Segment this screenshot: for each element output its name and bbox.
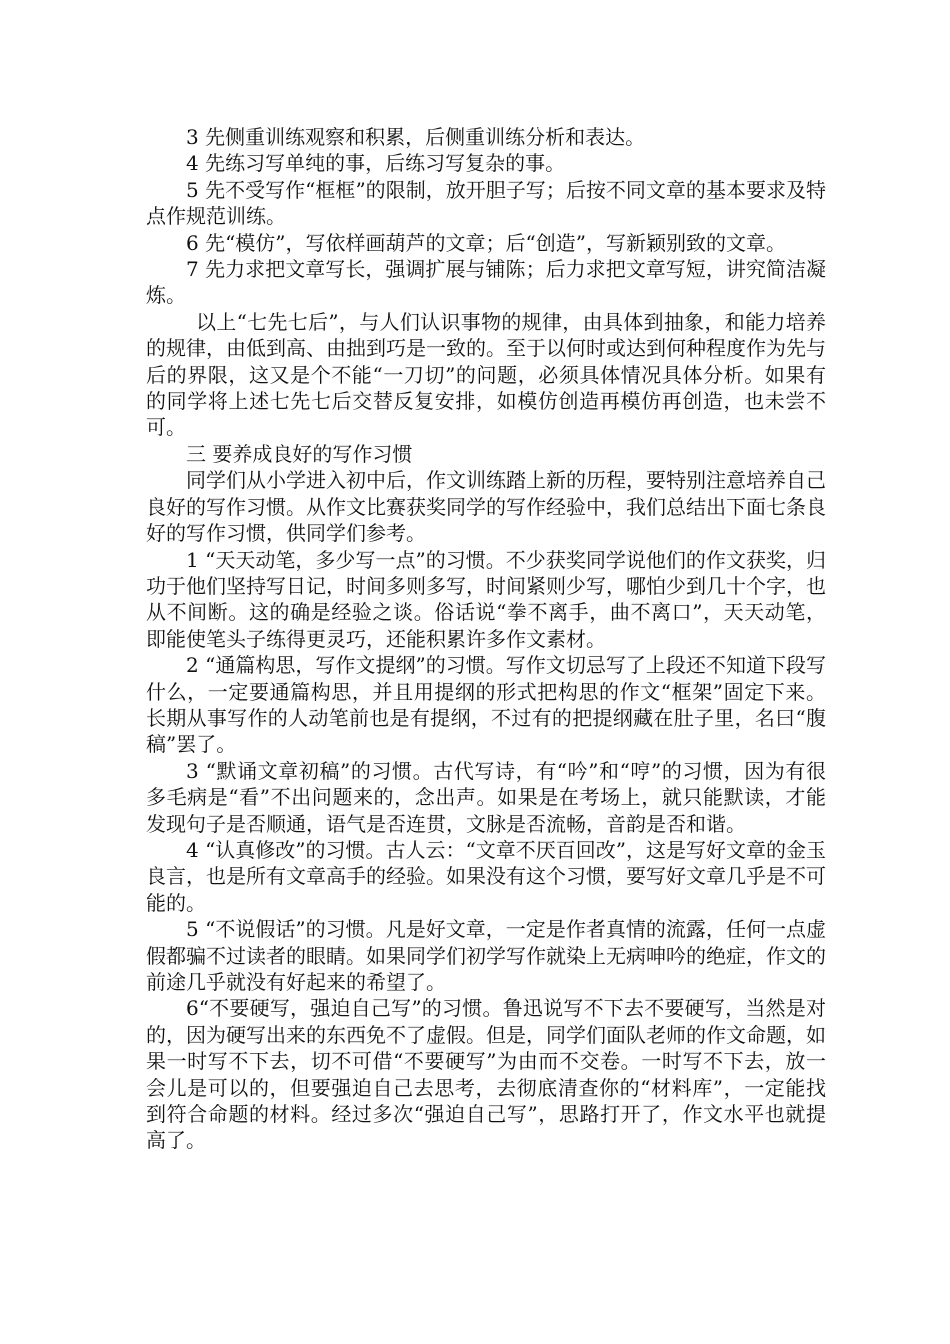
paragraph-item-3: 3 先侧重训练观察和积累，后侧重训练分析和表达。 [186, 125, 646, 149]
habit-item-2: 2 “通篇构思，写作文提纲”的习惯。写作文切忌写了上段还不知道下段写什么，一定要通篇构思，并且用提纲的形式把构思的作文“框架”固定下来。长期从事写作的人动笔前也是有提纲，不过有的把提纲藏在肚子里，名曰“腹稿”罢了。 [146, 653, 826, 757]
habit-item-6: 6“不要硬写，强迫自己写”的习惯。鲁迅说写不下去不要硬写，当然是对的，因为硬写出来的东西免不了虚假。但是，同学们面队老师的作文命题，如果一时写不下去，切不可借“不要硬写”为由而不交卷。一时写不下去，放一会儿是可以的，但要强迫自己去思考，去彻底清查你的“材料库”，一定能找到符合命题的材料。经过多次“强迫自己写”，思路打开了，作文水平也就提高了。 [146, 996, 826, 1153]
paragraph-item-7: 7 先力求把文章写长，强调扩展与铺陈；后力求把文章写短，讲究简洁凝炼。 [146, 257, 826, 308]
habit-item-5: 5 “不说假话”的习惯。凡是好文章，一定是作者真情的流露，任何一点虚假都骗不过读者的眼睛。如果同学们初学写作就染上无病呻吟的绝症，作文的前途几乎就没有好起来的希望了。 [146, 917, 826, 994]
paragraph-item-4: 4 先练习写单纯的事，后练习写复杂的事。 [186, 151, 566, 176]
habit-item-4: 4 “认真修改”的习惯。古人云：“文章不厌百回改”，这是写好文章的金玉良言，也是所有文章高手的经验。如果没有这个习惯，要写好文章几乎是不可能的。 [146, 837, 826, 915]
habit-item-3: 3 “默诵文章初稿”的习惯。古代写诗，有“吟”和“哼”的习惯，因为有很多毛病是“看”不出问题来的，念出声。如果是在考场上，就只能默读，才能发现句子是否顺通，语气是否连贯，文脉是否流畅，音韵是否和谐。 [146, 758, 826, 836]
document-body [146, 124, 826, 1154]
paragraph-intro: 同学们从小学进入初中后，作文训练踏上新的历程，要特别注意培养自己良好的写作习惯。从作文比赛获奖同学的写作经验中，我们总结出下面七条良好的写作习惯，供同学们参考。 [146, 468, 826, 546]
paragraph-item-5: 5 先不受写作“框框”的限制，放开胆子写；后按不同文章的基本要求及特点作规范训练。 [146, 177, 826, 229]
paragraph-summary: 以上“七先七后”，与人们认识事物的规律，由具体到抽象，和能力培养的规律，由低到高、由拙到巧是一致的。至于以何时或达到何种程度作为先与后的界限，这又是个不能“一刀切”的问题，必须具体情况具体分析。如果有的同学将上述七先七后交替反复安排，如模仿创造再模仿再创造，也未尝不可。 [146, 309, 826, 440]
habit-item-1: 1 “天天动笔，多少写一点”的习惯。不少获奖同学说他们的作文获奖，归功于他们坚持写日记，时间多则多写，时间紧则少写，哪怕少到几十个字，也从不间断。这的确是经验之谈。俗话说“拳不离手，曲不离口”，天天动笔，即能使笔头子练得更灵巧，还能积累许多作文素材。 [146, 547, 826, 651]
paragraph-item-6: 6 先“模仿”，写依样画葫芦的文章；后“创造”，写新颖别致的文章。 [186, 230, 786, 255]
section-heading: 三 要养成良好的写作习惯 [186, 441, 413, 466]
